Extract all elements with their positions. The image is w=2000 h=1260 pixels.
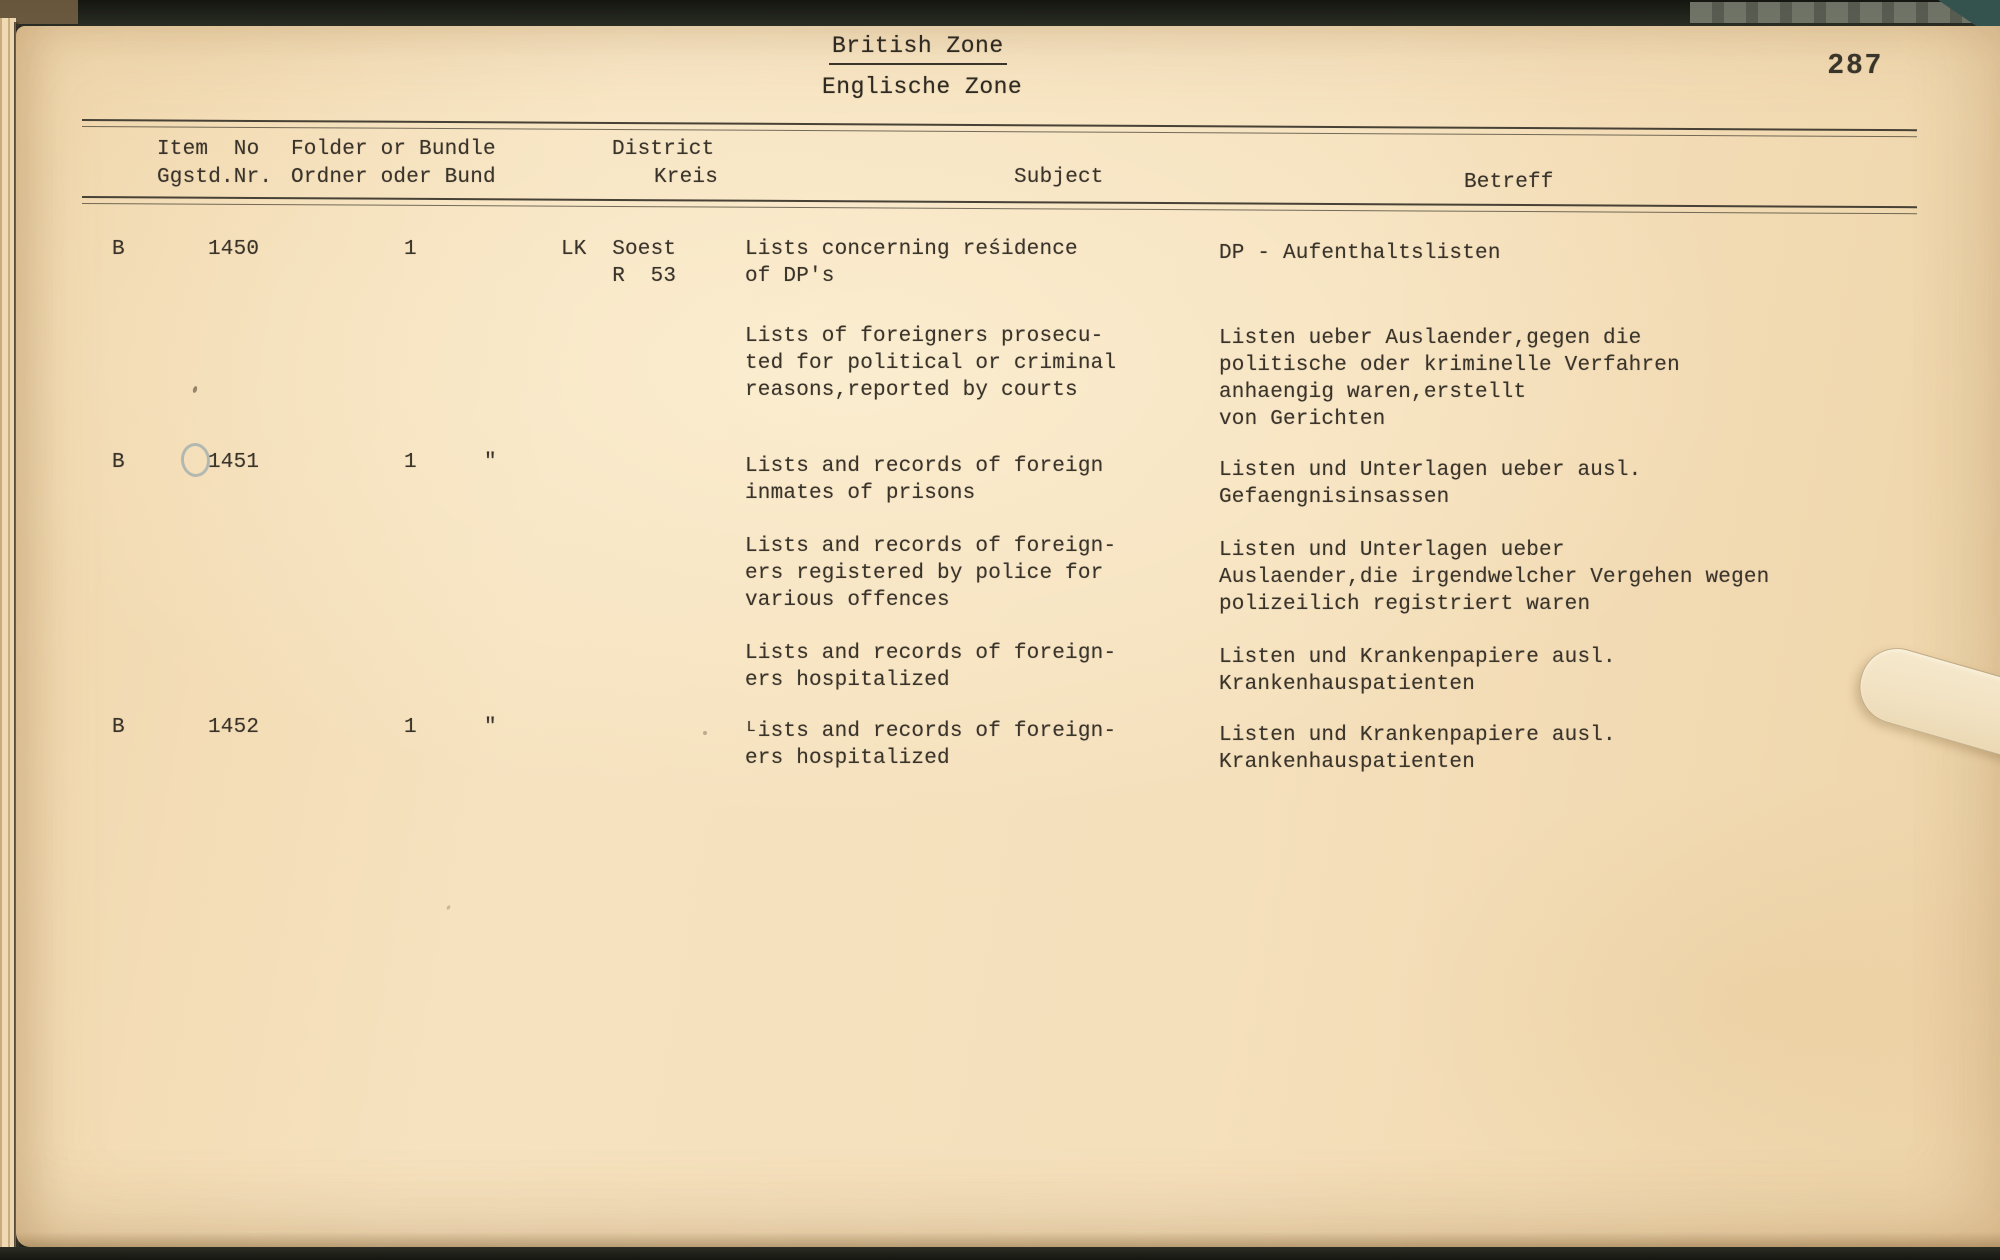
subject-text: ers registered by police for [745,562,1104,585]
subject-text: ᴸists and records of foreign- [745,720,1117,743]
betreff-text: Listen und Unterlagen ueber ausl. [1219,459,1642,482]
header-betreff: Betreff [1464,171,1554,194]
table-header-rule [82,196,1917,214]
page-bottom-shadow [16,1232,2000,1247]
page-holder-tab [1851,639,2000,790]
table-top-rule [82,119,1917,137]
subject-text: ted for political or criminal [745,352,1117,375]
ink-speck [703,731,707,735]
header-item-no: Item No [157,138,260,161]
subject-text: reasons,reported by courts [745,379,1078,402]
district-text: " [484,451,497,474]
header-folder-or-bundle: Folder or Bundle [291,138,496,161]
subject-text: various offences [745,589,950,612]
page-subtitle: Englische Zone [822,74,1023,100]
subject-text: inmates of prisons [745,482,976,505]
district-text: LK Soest [561,238,677,261]
header-ordner-oder-bund: Ordner oder Bund [291,166,496,189]
betreff-text: Auslaender,die irgendwelcher Vergehen wegen [1219,566,1770,589]
item-letter: B [112,716,125,739]
betreff-text: DP - Aufenthaltslisten [1219,242,1501,265]
header-subject: Subject [1014,166,1104,189]
subject-text: Lists and records of foreign- [745,535,1117,558]
betreff-text: Gefaengnisinsassen [1219,486,1450,509]
item-letter: B [112,451,125,474]
page-title: British Zone [829,33,1007,65]
header-district: District [612,138,715,161]
betreff-text: Krankenhauspatienten [1219,751,1476,774]
page-number: 287 [1828,48,1884,79]
betreff-text: polizeilich registriert waren [1219,593,1591,616]
scan-background-bottom [0,1247,2000,1260]
pencil-circle-annotation [179,442,211,479]
ink-speck [192,386,198,394]
betreff-text: politische oder kriminelle Verfahren [1219,354,1680,377]
district-text: " [484,716,497,739]
folder-count: 1 [404,238,417,261]
ink-speck [446,905,451,911]
page-content [16,26,2000,1247]
header-ggstd-nr: Ggstd.Nr. [157,166,273,189]
betreff-text: Listen und Unterlagen ueber [1219,539,1565,562]
header-kreis: Kreis [654,166,719,189]
betreff-text: anhaengig waren,erstellt [1219,381,1527,404]
subject-text: ers hospitalized [745,747,950,770]
betreff-text: Listen ueber Auslaender,gegen die [1219,327,1642,350]
subject-text: Lists and records of foreign [745,455,1104,478]
folder-count: 1 [404,451,417,474]
subject-text: ers hospitalized [745,669,950,692]
item-letter: B [112,238,125,261]
item-number: 1452 [208,716,260,739]
folder-count: 1 [404,716,417,739]
book-cover-edge [1690,2,1975,23]
betreff-text: Krankenhauspatienten [1219,673,1476,696]
betreff-text: Listen und Krankenpapiere ausl. [1219,724,1616,747]
subject-text: of DP's [745,265,835,288]
subject-text: Lists of foreigners prosecu- [745,325,1104,348]
subject-text: Lists concerning reśidence [745,238,1078,261]
betreff-text: Listen und Krankenpapiere ausl. [1219,646,1616,669]
document-page [16,26,2000,1247]
betreff-text: von Gerichten [1219,408,1386,431]
item-number: 1451 [208,451,260,474]
district-text: R 53 [561,265,677,288]
item-number: 1450 [208,238,260,261]
subject-text: Lists and records of foreign- [745,642,1117,665]
